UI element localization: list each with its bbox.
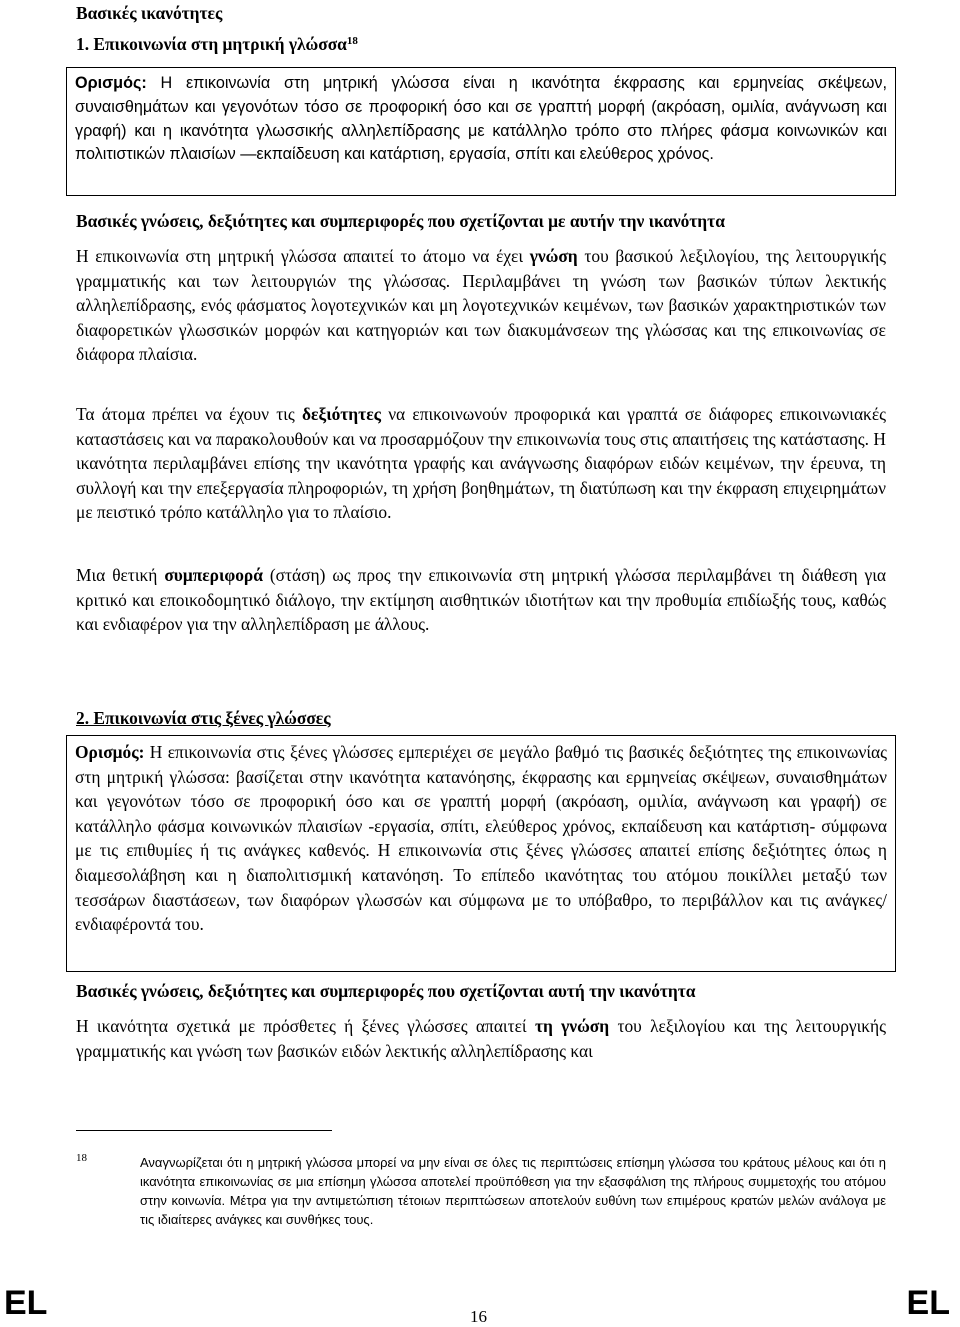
section1-title-text: 1. Επικοινωνία στη μητρική γλώσσα: [76, 34, 347, 54]
section1-paragraph-attitude: [76, 563, 886, 637]
definition-text: Η επικοινωνία στις ξένες γλώσσες εμπεριέχει σε μεγάλο βαθμό τις βασικές δεξιότητες της επικοινωνίας στη μητρική γλώσσα: βασίζεται στην ικανότητα κατανόησης, έκφρασης και ερμηνείας σκέψεων, συναισθημάτων και γεγονότων τόσο σε προφορική όσο και σε γραπτή μορφή (ακρόαση, ομιλία, ανάγνωση και γραφή) σε κατάλληλο φάσμα κοινωνικών πλαισίων -εργασία, σπίτι, ελεύθερος χρόνος, εκπαίδευση και κατάρτιση- σύμφωνα με τις επιθυμίες ή τις ανάγκες καθενός. Η επικοινωνία στις ξένες γλώσσες απαιτεί επίσης δεξιότητες όπως η διαμεσολάβηση και η διαπολιτισμική κατανόηση. Το επίπεδο ικανότητας του ατόμου ποικίλλει μεταξύ των τεσσάρων διαστάσεων, των διαφόρων γλωσσών και σύμφωνα με το υπόβαθρο, το περιβάλλον και τις ανάγκες/ενδιαφέροντά του.: [75, 742, 887, 935]
text: του βασικού λεξιλογίου, της λειτουργικής γραμματικής και των λειτουργιών της γλώσσας. Περιλαμβάνει τη γνώση των βασικών τύπων λεκτικής αλληλεπίδρασης, ενός φάσματος λογοτεχνικών και μη λογοτεχνικών κειμένων, των βασικών χαρακτηριστικών των διαφορετικών γλωσσικών μορφών και κατηγοριών και των διακυμάνσεων της γλώσσας και της επικοινωνίας σε διάφορα πλαίσια.: [76, 246, 886, 365]
section1-definition: [75, 72, 887, 167]
section1-paragraph-skills: [76, 402, 886, 525]
section2-subheading: Βασικές γνώσεις, δεξιότητες και συμπεριφορές που σχετίζονται αυτή την ικανότητα: [76, 981, 696, 1001]
section1-title: [76, 34, 358, 54]
footnote-text: Αναγνωρίζεται ότι η μητρική γλώσσα μπορεί να μην είναι σε όλες τις περιπτώσεις επίσημη γλώσσα του κράτους μέλους και ότι η ικανότητα επικοινωνίας σε μια επίσημη γλώσσα αποτελεί προϋπόθεση για την εξασφάλιση της πλήρους συμμετοχής του ατόμου στην κοινωνία. Μέτρα για την αντιμετώπιση τέτοιων περιπτώσεων αποτελούν ευθύνη των επιμέρους κρατών μελών ανάλογα με τις ιδιαίτερες ανάγκες και συνθήκες τους.: [140, 1155, 886, 1227]
emphasis: δεξιότητες: [301, 404, 381, 424]
text: Τα άτομα πρέπει να έχουν τις: [76, 404, 302, 424]
definition-text: Η επικοινωνία στη μητρική γλώσσα είναι η ικανότητα έκφρασης και ερμηνείας σκέψεων, συναισθημάτων και γεγονότων τόσο σε προφορική όσο και σε γραπτή μορφή (ακρόαση, ομιλία, ανάγνωση και γραφή) και η ικανότητα γλωσσικής αλληλεπίδρασης με κατάλληλο τρόπο στο πλήρες φάσμα κοινωνικών και πολιτιστικών πλαισίων —εκπαίδευση και κατάρτιση, εργασία, σπίτι και ελεύθερος χρόνος.: [75, 74, 887, 164]
text: (στάση) ως προς την επικοινωνία στη μητρική γλώσσα περιλαμβάνει τη διάθεση για κριτικό και εποικοδομητικό διάλογο, την εκτίμηση αισθητικών ιδιοτήτων και την προθυμία επιδίωξής τους, καθώς και ενδιαφέρον για την αλληλεπίδραση με άλλους.: [76, 565, 887, 635]
definition-label: Ορισμός:: [75, 74, 147, 92]
section2-definition: [75, 740, 887, 937]
section1-definition-box: [66, 67, 896, 196]
section1-subheading: Βασικές γνώσεις, δεξιότητες και συμπεριφορές που σχετίζονται με αυτήν την ικανότητα: [76, 211, 725, 231]
footer-lang-right: EL: [906, 1284, 950, 1322]
section1-paragraph-knowledge: [76, 244, 886, 367]
section2-title: 2. Επικοινωνία στις ξένες γλώσσες: [76, 708, 331, 728]
section2-definition-box: [66, 735, 896, 972]
top-heading: Βασικές ικανότητες: [76, 3, 223, 23]
emphasis: γνώση: [529, 246, 578, 266]
section2-paragraph-knowledge: [76, 1014, 886, 1063]
text: Η επικοινωνία στη μητρική γλώσσα απαιτεί το άτομο να έχει: [76, 246, 530, 266]
footer-lang-left: EL: [4, 1284, 48, 1322]
text: να επικοινωνούν προφορικά και γραπτά σε διάφορες επικοινωνιακές καταστάσεις και να παρακολουθούν και να προσαρμόζουν την επικοινωνία τους στις απαιτήσεις της κατάστασης. Η ικανότητα περιλαμβάνει επίσης την ικανότητα γραφής και ανάγνωσης διαφόρων ειδών κειμένων, την έρευνα, τη συλλογή και την επεξεργασία πληροφοριών, τη χρήση βοηθημάτων, τη διατύπωση και την έκφραση επιχειρημάτων με πειστικό τρόπο κατάλληλο για το πλαίσιο.: [76, 404, 887, 523]
definition-label: Ορισμός:: [75, 742, 145, 762]
text: Μια θετική: [76, 565, 165, 585]
emphasis: τη γνώση: [534, 1016, 610, 1036]
footnote-number: 18: [76, 1152, 87, 1164]
page-number: 16: [470, 1307, 487, 1326]
footnote-separator: [76, 1130, 332, 1131]
footnote-ref[interactable]: 18: [346, 35, 358, 47]
emphasis: συμπεριφορά: [164, 565, 263, 585]
text: του λεξιλογίου και της λειτουργικής γραμματικής και γνώση των βασικών ειδών λεκτικής αλληλεπίδρασης και: [76, 1016, 886, 1061]
text: Η ικανότητα σχετικά με πρόσθετες ή ξένες γλώσσες απαιτεί: [76, 1016, 535, 1036]
